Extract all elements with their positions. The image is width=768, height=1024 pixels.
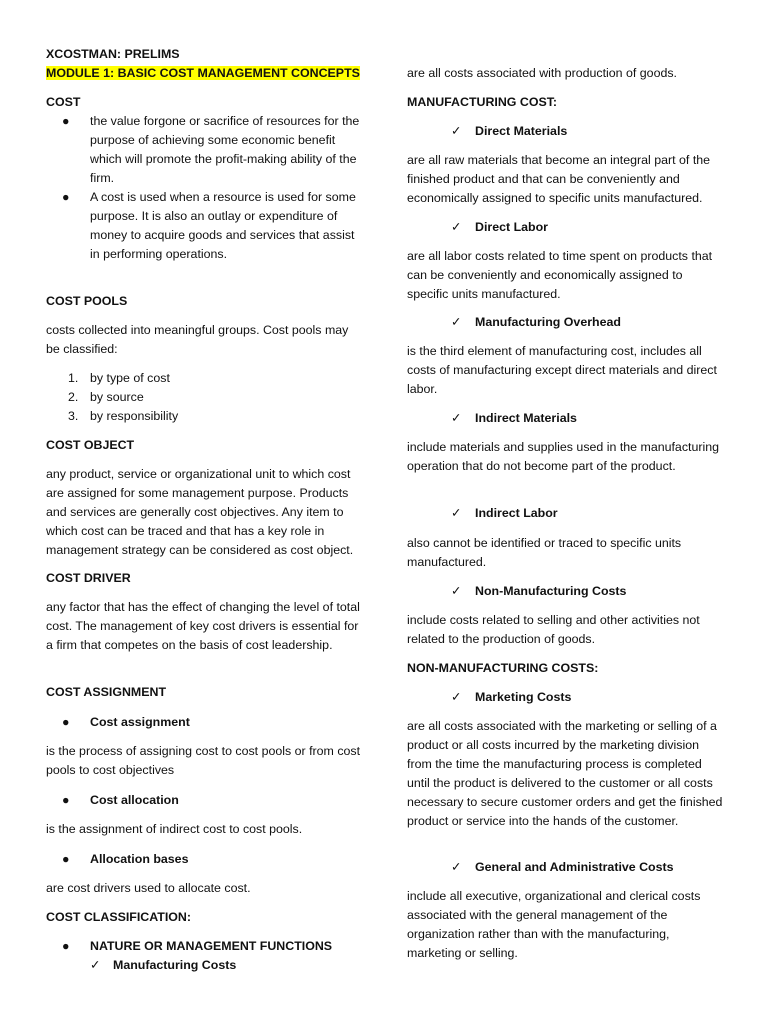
checkmark-icon: ✓: [451, 584, 462, 598]
dl-text: are all labor costs related to time spent on products that can be conveniently and economically assigned to specific units manufactured.: [407, 249, 713, 301]
mfg-cost-heading: MANUFACTURING COST:: [407, 95, 558, 109]
il-text: also cannot be identified or traced to specific units manufactured.: [407, 536, 682, 569]
cost-pools-item-2: 2. by source: [68, 390, 144, 404]
checkmark-icon: ✓: [451, 411, 462, 425]
cost-pools-item-3: 3. by responsibility: [68, 409, 179, 423]
module-heading: [46, 64, 364, 83]
nmc-text: include costs related to selling and other activities not related to the production of goods.: [407, 613, 700, 646]
checkmark-icon: ✓: [451, 124, 462, 138]
cost-object-heading: COST OBJECT: [46, 438, 135, 452]
classification-heading: COST CLASSIFICATION:: [46, 910, 192, 924]
il-check: ✓ Indirect Labor: [407, 504, 725, 523]
marketing-check: ✓ Marketing Costs: [407, 688, 725, 707]
cost-pools-text: costs collected into meaningful groups. Cost pools may be classified:: [46, 323, 349, 356]
bases-text: are cost drivers used to allocate cost.: [46, 881, 251, 895]
mo-text: is the third element of manufacturing cost, includes all costs of manufacturing except direct materials and direct labor.: [407, 344, 717, 396]
allocation-text: is the assignment of indirect cost to cost pools.: [46, 822, 303, 836]
bullet-icon: ●: [62, 715, 70, 729]
document-title: XCOSTMAN: PRELIMS: [46, 47, 180, 61]
bullet-icon: ●: [62, 114, 70, 128]
ga-text: include all executive, organizational and clerical costs associated with the general management of the organization rather than with the manufacturing, marketing or selling.: [407, 889, 701, 960]
cost-pools-item-1: 1. by type of cost: [68, 371, 170, 385]
im-text: include materials and supplies used in the manufacturing operation that do not become part of the product.: [407, 440, 720, 473]
bases-bullet: ● Allocation bases: [46, 850, 364, 869]
bullet-icon: ●: [62, 190, 70, 204]
checkmark-icon: ✓: [451, 220, 462, 234]
nmc-check: ✓ Non-Manufacturing Costs: [407, 582, 725, 601]
checkmark-icon: ✓: [451, 860, 462, 874]
dm-check: ✓ Direct Materials: [407, 122, 725, 141]
allocation-bullet: ● Cost allocation: [46, 791, 364, 810]
checkmark-icon: ✓: [451, 690, 462, 704]
im-check: ✓ Indirect Materials: [407, 409, 725, 428]
mfg-costs-check: ✓ Manufacturing Costs: [46, 956, 364, 975]
cost-assignment-heading: COST ASSIGNMENT: [46, 685, 167, 699]
cost-bullet-2: ● A cost is used when a resource is used for some purpose. It is also an outlay or expenditure of money to acquire goods and services that assist in performing operations.: [62, 190, 356, 261]
nmc-heading: NON-MANUFACTURING COSTS:: [407, 661, 599, 675]
bullet-icon: ●: [62, 852, 70, 866]
nature-bullet: ● NATURE OR MANAGEMENT FUNCTIONS: [46, 937, 364, 956]
cost-pools-heading: COST POOLS: [46, 294, 128, 308]
cost-driver-heading: COST DRIVER: [46, 571, 131, 585]
module-highlight: MODULE 1: BASIC COST MANAGEMENT CONCEPTS: [46, 66, 360, 80]
checkmark-icon: ✓: [90, 958, 101, 972]
cost-bullet-1: ● the value forgone or sacrifice of resources for the purpose of achieving some economic benefit which will promote the profit-making ability of the firm.: [62, 114, 360, 185]
mo-check: ✓ Manufacturing Overhead: [407, 313, 725, 332]
bullet-icon: ●: [62, 939, 70, 953]
assignment-text: is the process of assigning cost to cost pools or from cost pools to cost objectives: [46, 744, 361, 777]
marketing-text: are all costs associated with the marketing or selling of a product or all costs incurred by the marketing division from the time the manufacturing process is completed until the product is delivered to the customer or all costs necessary to secure customer orders and get the finished product or service into the hands of the customer.: [407, 719, 723, 828]
dm-text: are all raw materials that become an integral part of the finished product and that can be conveniently and economically assigned to specific units manufactured.: [407, 153, 711, 205]
dl-check: ✓ Direct Labor: [407, 218, 725, 237]
cost-heading: COST: [46, 95, 81, 109]
cost-driver-text: any factor that has the effect of changing the level of total cost. The management of key cost drivers is essential for a firm that competes on the basis of cost leadership.: [46, 600, 360, 652]
bullet-icon: ●: [62, 793, 70, 807]
checkmark-icon: ✓: [451, 315, 462, 329]
checkmark-icon: ✓: [451, 506, 462, 520]
intro-text: are all costs associated with production of goods.: [407, 66, 677, 80]
cost-object-text: any product, service or organizational unit to which cost are assigned for some management purpose. Products and services are generally cost objectives. Any item to which cost can be traced and that has a key role in management strategy can be considered as cost object.: [46, 467, 354, 557]
assignment-bullet: ● Cost assignment: [46, 713, 364, 732]
ga-check: ✓ General and Administrative Costs: [407, 858, 725, 877]
